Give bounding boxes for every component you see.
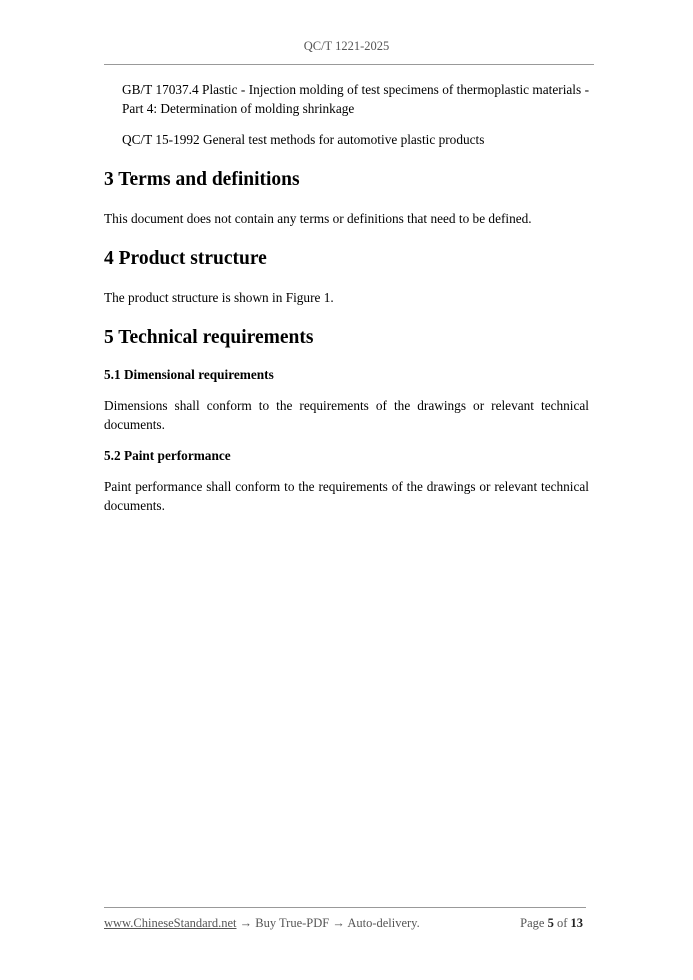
page-total: 13: [570, 916, 583, 930]
section-4-body: The product structure is shown in Figure 1.: [104, 290, 334, 305]
section-5-2-heading: 5.2 Paint performance: [104, 448, 231, 463]
page-number: [520, 916, 583, 931]
page-current: 5: [547, 916, 554, 930]
header-divider: [104, 64, 594, 65]
section-5-1-heading: 5.1 Dimensional requirements: [104, 367, 274, 382]
section-5-2-body: Paint performance shall conform to the requirements of the drawings or relevant technical documents.: [104, 479, 589, 513]
auto-delivery-text: Auto-delivery.: [347, 916, 420, 930]
page-content: [104, 80, 589, 515]
arrow-right-icon: →: [332, 916, 345, 930]
buy-pdf-text: Buy True-PDF: [255, 916, 330, 930]
site-link[interactable]: www.ChineseStandard.net: [104, 916, 237, 930]
footer-divider: [104, 907, 586, 908]
section-5-1-body: Dimensions shall conform to the requirements of the drawings or relevant technical documents.: [104, 398, 589, 432]
page-label: Page: [520, 916, 545, 930]
reference-item: GB/T 17037.4 Plastic - Injection molding of test specimens of thermoplastic materials - Part 4: Determination of molding shrinkage: [122, 82, 589, 116]
footer-promo: [104, 916, 420, 931]
section-3-body: This document does not contain any terms or definitions that need to be defined.: [104, 211, 532, 226]
section-5-heading: 5 Technical requirements: [104, 327, 314, 348]
arrow-right-icon: →: [239, 916, 253, 930]
page-of-label: of: [556, 916, 568, 930]
section-4-heading: 4 Product structure: [104, 248, 267, 269]
reference-item: QC/T 15-1992 General test methods for automotive plastic products: [122, 132, 485, 147]
header-doc-id: QC/T 1221-2025: [303, 39, 390, 53]
section-3-heading: 3 Terms and definitions: [104, 169, 300, 190]
